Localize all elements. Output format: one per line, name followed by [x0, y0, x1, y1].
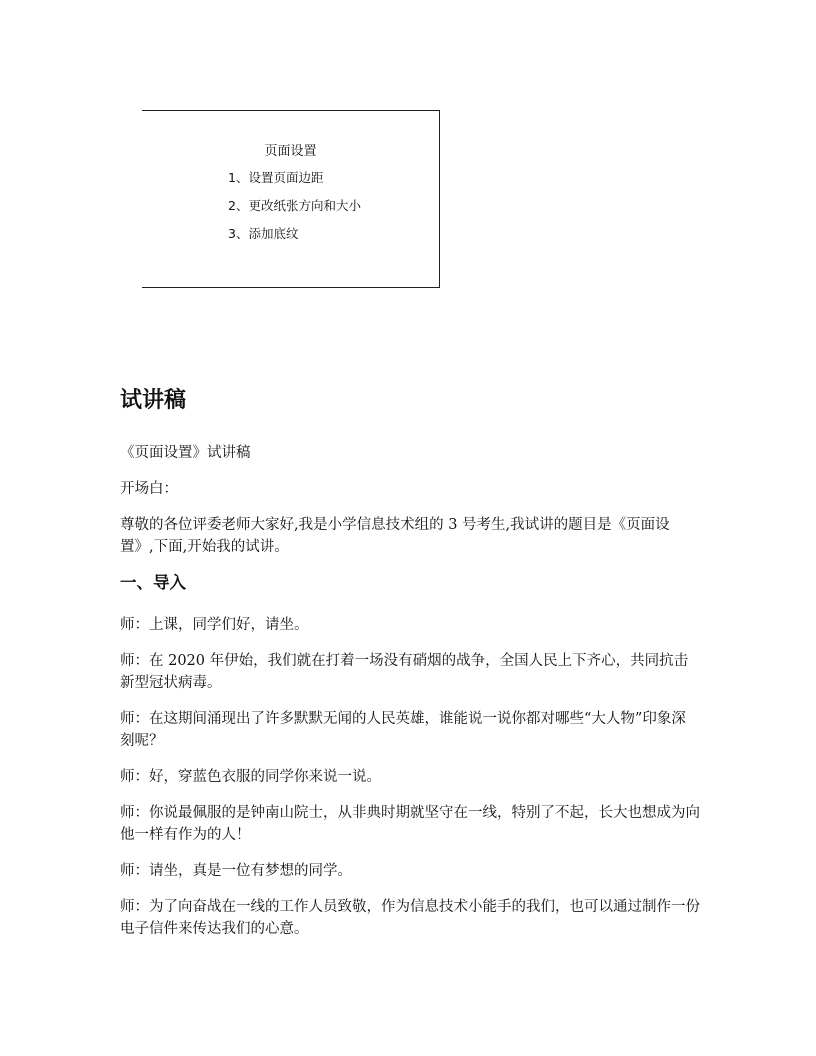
slide-item: 3、添加底纹	[228, 226, 299, 241]
paragraph: 师：你说最佩服的是钟南山院士，从非典时期就坚守在一线，特别了不起，长大也想成为向他一样有作为的人！	[120, 804, 700, 843]
paragraph: 尊敬的各位评委老师大家好,我是小学信息技术组的 3 号考生,我试讲的题目是《页面设置》,下面,开始我的试讲。	[120, 517, 670, 556]
paragraph: 师：在这期间涌现出了许多默默无闻的人民英雄，谁能说一说你都对哪些“大人物”印象深刻呢？	[120, 710, 686, 749]
paragraph: 师：请坐，真是一位有梦想的同学。	[120, 862, 352, 879]
document-body	[120, 388, 700, 954]
paragraph: 师：在 2020 年伊始，我们就在打着一场没有硝烟的战争，全国人民上下齐心，共同抗击新型冠状病毒。	[120, 652, 689, 691]
slide-thumbnail	[142, 110, 440, 288]
slide-item: 1、设置页面边距	[228, 170, 324, 185]
paragraph: 师：好，穿蓝色衣服的同学你来说一说。	[120, 768, 381, 785]
section-heading: 一、导入	[120, 573, 186, 593]
paragraph: 师：上课，同学们好，请坐。	[120, 616, 309, 633]
slide-item: 2、更改纸张方向和大小	[228, 198, 361, 213]
paragraph: 《页面设置》试讲稿	[120, 445, 251, 462]
paragraph: 师：为了向奋战在一线的工作人员致敬，作为信息技术小能手的我们，也可以通过制作一份电子信件来传达我们的心意。	[120, 898, 700, 937]
slide-title: 页面设置	[264, 144, 317, 159]
paragraph: 开场白：	[120, 481, 178, 498]
page-title: 试讲稿	[120, 388, 187, 413]
